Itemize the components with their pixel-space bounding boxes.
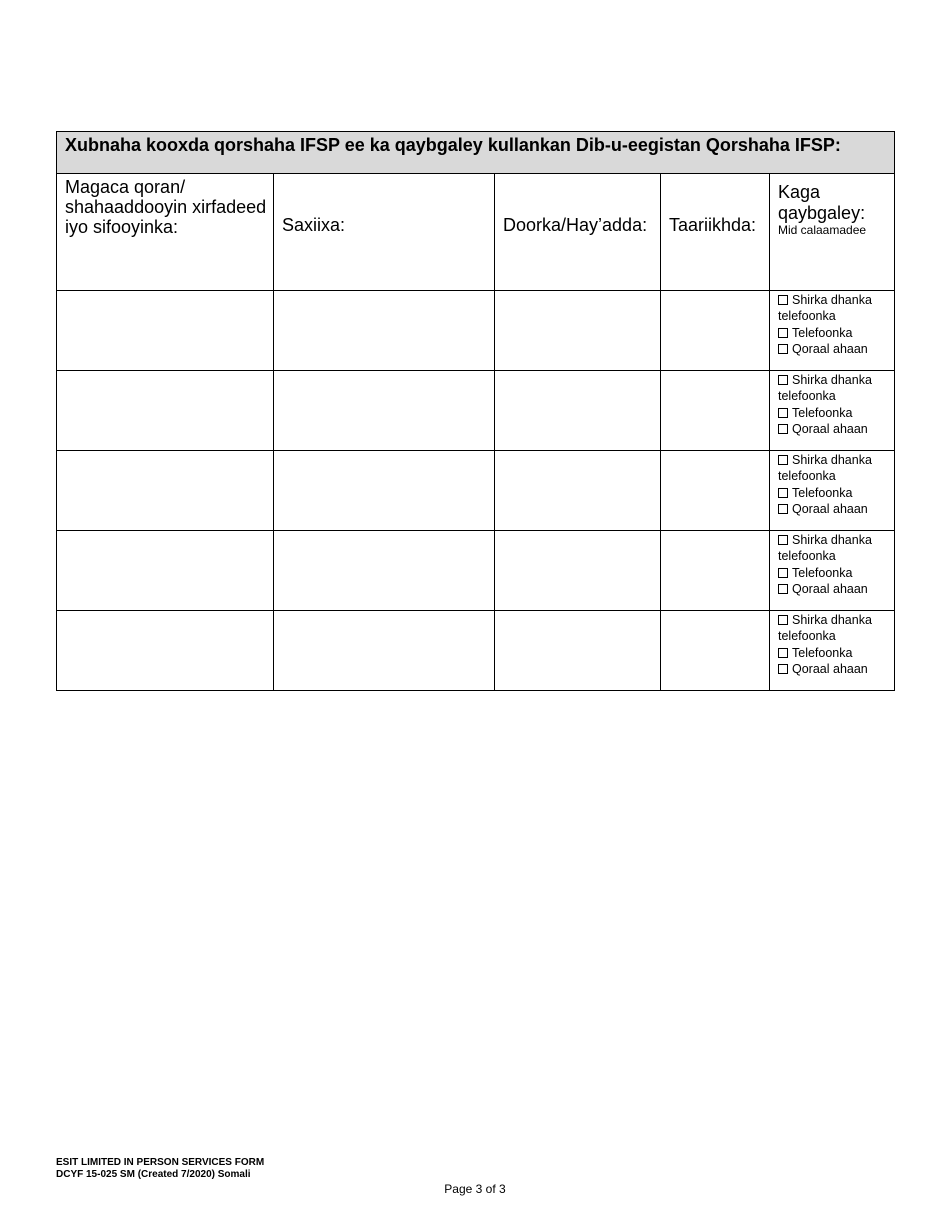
date-cell[interactable] [661, 291, 770, 371]
participants-table [56, 131, 895, 691]
signature-cell[interactable] [274, 531, 495, 611]
participation-options [770, 611, 895, 691]
role-cell[interactable] [495, 451, 661, 531]
table-title: Xubnaha kooxda qorshaha IFSP ee ka qaybgaley kullankan Dib-u-eegistan Qorshaha IFSP: [57, 132, 895, 174]
option-label: Telefoonka [792, 645, 853, 660]
form-code: DCYF 15-025 SM (Created 7/2020) Somali [56, 1169, 251, 1180]
table-row [57, 371, 895, 451]
form-name: ESIT LIMITED IN PERSON SERVICES FORM [56, 1157, 265, 1168]
name-cell[interactable] [57, 291, 274, 371]
participation-options [770, 371, 895, 451]
role-cell[interactable] [495, 531, 661, 611]
column-header-name: Magaca qoran/ shahaaddooyin xirfadeed iyo sifooyinka: [57, 174, 274, 291]
column-header-role: Doorka/Hay’adda: [495, 174, 661, 291]
participation-option[interactable] [778, 532, 894, 565]
signature-cell[interactable] [274, 451, 495, 531]
option-label: Telefoonka [792, 325, 853, 340]
name-cell[interactable] [57, 611, 274, 691]
checkbox[interactable] [778, 344, 788, 354]
option-label: Telefoonka [792, 485, 853, 500]
participation-options [770, 531, 895, 611]
participation-option[interactable] [778, 452, 894, 485]
checkbox[interactable] [778, 455, 788, 465]
role-cell[interactable] [495, 291, 661, 371]
name-cell[interactable] [57, 371, 274, 451]
option-label: Shirka dhanka telefoonka [778, 373, 872, 404]
option-label: Shirka dhanka telefoonka [778, 613, 872, 644]
participation-option[interactable] [778, 501, 894, 517]
participation-options [770, 451, 895, 531]
option-label: Telefoonka [792, 405, 853, 420]
participation-option[interactable] [778, 612, 894, 645]
checkbox[interactable] [778, 328, 788, 338]
table-row [57, 611, 895, 691]
participation-option[interactable] [778, 565, 894, 581]
checkbox[interactable] [778, 424, 788, 434]
form-identifier [56, 1157, 264, 1181]
name-cell[interactable] [57, 451, 274, 531]
checkbox[interactable] [778, 664, 788, 674]
participation-option[interactable] [778, 645, 894, 661]
date-cell[interactable] [661, 531, 770, 611]
checkbox[interactable] [778, 648, 788, 658]
role-cell[interactable] [495, 371, 661, 451]
signature-cell[interactable] [274, 611, 495, 691]
participated-label: Kaga qaybgaley: [778, 182, 866, 223]
participated-note: Mid calaamadee [778, 223, 867, 237]
checkbox[interactable] [778, 615, 788, 625]
column-header-participated [770, 174, 895, 291]
participation-option[interactable] [778, 421, 894, 437]
date-cell[interactable] [661, 451, 770, 531]
participation-option[interactable] [778, 292, 894, 325]
participation-option[interactable] [778, 372, 894, 405]
participation-option[interactable] [778, 581, 894, 597]
participation-option[interactable] [778, 405, 894, 421]
checkbox[interactable] [778, 375, 788, 385]
participation-option[interactable] [778, 325, 894, 341]
option-label: Qoraal ahaan [792, 421, 868, 436]
participation-option[interactable] [778, 485, 894, 501]
option-label: Qoraal ahaan [792, 501, 868, 516]
participation-options [770, 291, 895, 371]
name-cell[interactable] [57, 531, 274, 611]
role-cell[interactable] [495, 611, 661, 691]
checkbox[interactable] [778, 535, 788, 545]
page-number: Page 3 of 3 [444, 1182, 506, 1196]
checkbox[interactable] [778, 584, 788, 594]
checkbox[interactable] [778, 488, 788, 498]
checkbox[interactable] [778, 408, 788, 418]
date-cell[interactable] [661, 371, 770, 451]
checkbox[interactable] [778, 504, 788, 514]
checkbox[interactable] [778, 568, 788, 578]
participation-option[interactable] [778, 341, 894, 357]
option-label: Qoraal ahaan [792, 341, 868, 356]
option-label: Qoraal ahaan [792, 661, 868, 676]
column-header-date: Taariikhda: [661, 174, 770, 291]
date-cell[interactable] [661, 611, 770, 691]
option-label: Qoraal ahaan [792, 581, 868, 596]
table-row [57, 531, 895, 611]
option-label: Shirka dhanka telefoonka [778, 533, 872, 564]
option-label: Telefoonka [792, 565, 853, 580]
table-row [57, 291, 895, 371]
signature-cell[interactable] [274, 371, 495, 451]
checkbox[interactable] [778, 295, 788, 305]
participation-option[interactable] [778, 661, 894, 677]
column-header-signature: Saxiixa: [274, 174, 495, 291]
signature-cell[interactable] [274, 291, 495, 371]
table-row [57, 451, 895, 531]
option-label: Shirka dhanka telefoonka [778, 453, 872, 484]
option-label: Shirka dhanka telefoonka [778, 293, 872, 324]
